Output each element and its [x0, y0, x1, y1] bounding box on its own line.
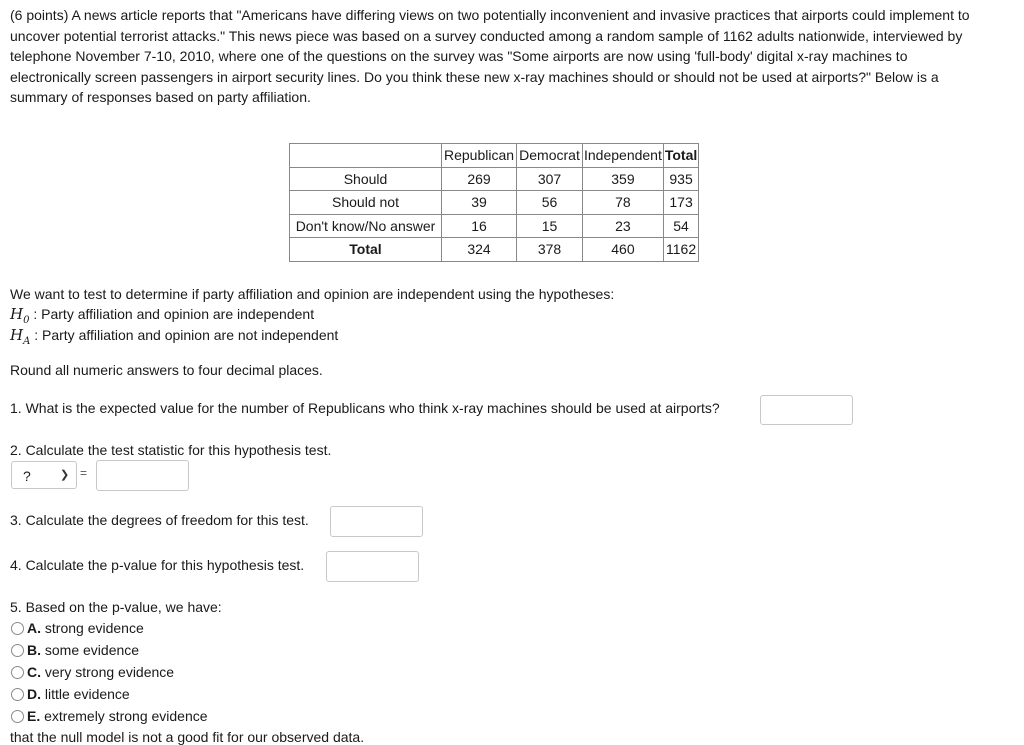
row-label: Don't know/No answer: [290, 214, 442, 238]
table-cell: 54: [663, 214, 698, 238]
q3-answer-input[interactable]: [330, 506, 423, 537]
h0-text: : Party affiliation and opinion are independent: [29, 306, 315, 322]
question-4: 4. Calculate the p-value for this hypothesis test.: [10, 557, 305, 573]
row-label: Should: [290, 167, 442, 191]
radio-button-c[interactable]: [11, 666, 24, 679]
question-2: 2. Calculate the test statistic for this hypothesis test.: [10, 442, 332, 458]
table-cell: 324: [442, 238, 517, 262]
option-d-text: little evidence: [41, 686, 130, 702]
column-header-total: Total: [663, 144, 698, 168]
option-a-text: strong evidence: [41, 620, 144, 636]
h0-symbol: H: [10, 305, 24, 323]
table-cell: 1162: [663, 238, 698, 262]
rounding-note: Round all numeric answers to four decimal places.: [10, 362, 323, 378]
trailing-conclusion-text: that the null model is not a good fit for our observed data.: [10, 729, 365, 745]
q2-answer-input[interactable]: [96, 460, 189, 491]
table-total-row: [290, 238, 699, 262]
row-label: Should not: [290, 191, 442, 215]
table-cell: 307: [517, 167, 583, 191]
q4-answer-input[interactable]: [326, 551, 419, 582]
table-cell: 16: [442, 214, 517, 238]
table-cell: 460: [583, 238, 664, 262]
option-d[interactable]: [11, 686, 130, 702]
table-header-row: [290, 144, 699, 168]
q2-select-value: ?: [23, 468, 31, 484]
ha-subscript: A: [23, 335, 31, 347]
table-corner-cell: [290, 144, 442, 168]
table-row: [290, 191, 699, 215]
hypotheses-lead: We want to test to determine if party affiliation and opinion are independent using the hypotheses:: [10, 286, 615, 302]
option-d-letter: D.: [27, 686, 41, 702]
option-c-letter: C.: [27, 664, 41, 680]
radio-button-d[interactable]: [11, 688, 24, 701]
h0-subscript: 0: [23, 314, 30, 326]
table-row: [290, 167, 699, 191]
radio-button-e[interactable]: [11, 710, 24, 723]
option-b[interactable]: [11, 642, 139, 658]
problem-intro: (6 points) A news article reports that "Americans have differing views on two potentially inconvenient and invasive practices that airports could implement to uncover potential terrorist attacks." This news piece was based on a survey conducted among a random sample of 1162 adults nationwide, interviewed by telephone November 7-10, 2010, where one of the questions on the survey was "Some airports are now using 'full-body' digital x-ray machines to electronically screen passengers in airport security lines. Do you think these new x-ray machines should or should not be used at airports?" Below is a summary of responses based on party affiliation.: [10, 7, 970, 106]
ha-text: : Party affiliation and opinion are not independent: [30, 327, 339, 343]
option-c[interactable]: [11, 664, 174, 680]
q2-equals-sign: =: [80, 466, 88, 480]
table-cell: 15: [517, 214, 583, 238]
chevron-down-icon: ❯: [60, 469, 70, 481]
table-row: [290, 214, 699, 238]
table-cell: 39: [442, 191, 517, 215]
table-cell: 935: [663, 167, 698, 191]
radio-button-b[interactable]: [11, 644, 24, 657]
alternative-hypothesis: [10, 326, 338, 347]
option-e-letter: E.: [27, 708, 41, 724]
null-hypothesis: [10, 305, 314, 326]
option-a-letter: A.: [27, 620, 41, 636]
table-cell: 359: [583, 167, 664, 191]
option-c-text: very strong evidence: [41, 664, 175, 680]
question-1: 1. What is the expected value for the number of Republicans who think x-ray machines should be used at airports?: [10, 400, 720, 416]
row-label-total: Total: [290, 238, 442, 262]
table-cell: 56: [517, 191, 583, 215]
table-cell: 173: [663, 191, 698, 215]
option-b-letter: B.: [27, 642, 41, 658]
option-a[interactable]: [11, 620, 144, 636]
option-b-text: some evidence: [41, 642, 140, 658]
column-header-democrat: Democrat: [517, 144, 583, 168]
radio-button-a[interactable]: [11, 622, 24, 635]
question-5: 5. Based on the p-value, we have:: [10, 599, 222, 615]
table-cell: 378: [517, 238, 583, 262]
table-cell: 23: [583, 214, 664, 238]
option-e-text: extremely strong evidence: [40, 708, 208, 724]
ha-symbol: H: [10, 326, 24, 344]
question-3: 3. Calculate the degrees of freedom for this test.: [10, 512, 309, 528]
option-e[interactable]: [11, 708, 208, 724]
column-header-republican: Republican: [442, 144, 517, 168]
contingency-table: [289, 143, 699, 262]
q2-statistic-select[interactable]: [11, 461, 77, 489]
table-cell: 269: [442, 167, 517, 191]
q1-answer-input[interactable]: [760, 395, 853, 425]
table-cell: 78: [583, 191, 664, 215]
column-header-independent: Independent: [583, 144, 664, 168]
